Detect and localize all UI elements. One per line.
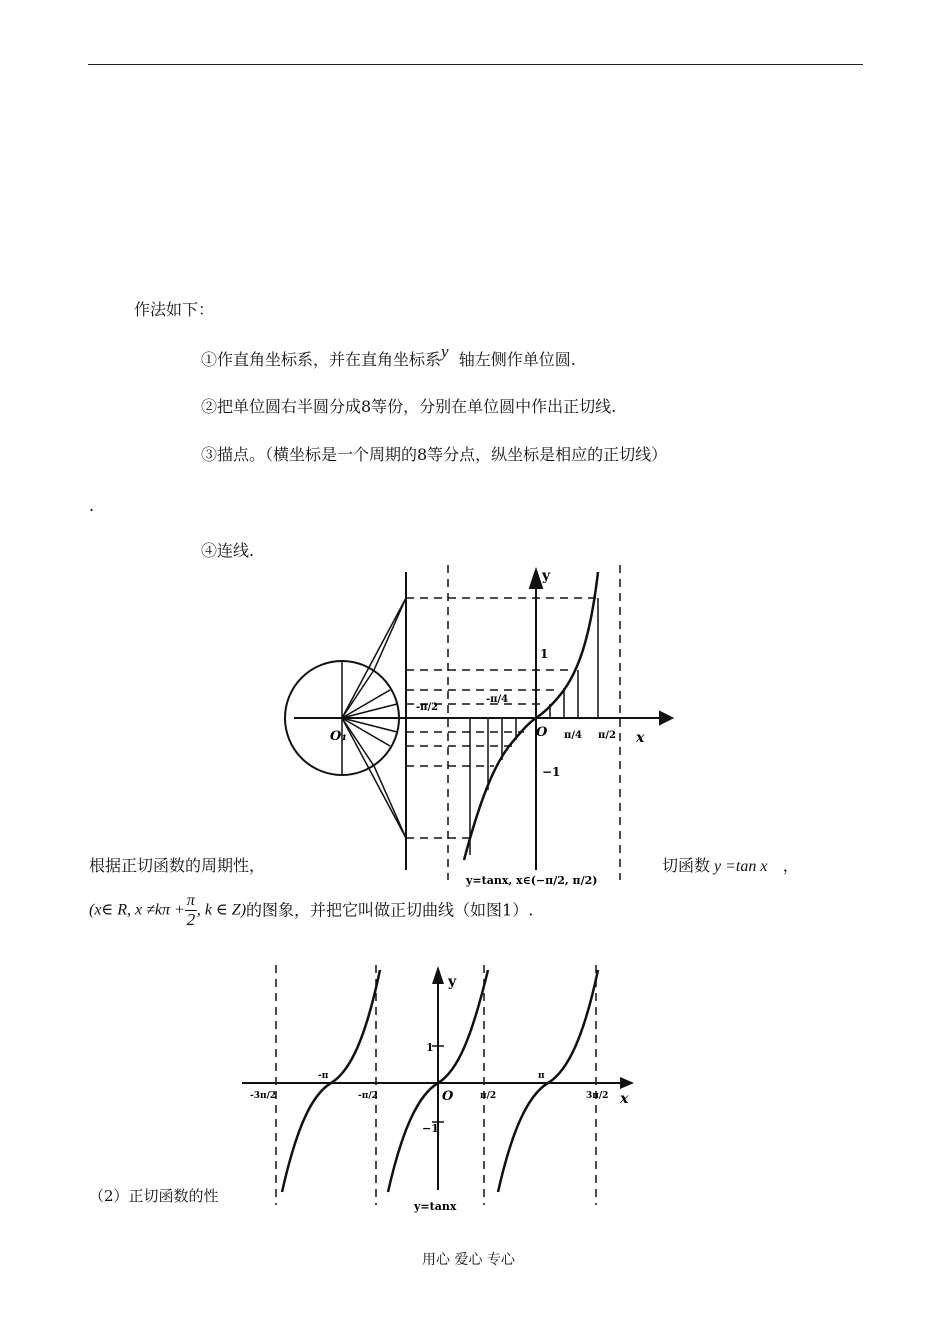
para-line1-math: y =tan x (714, 858, 768, 875)
fig2-x-label: x (620, 1091, 629, 1107)
fig2-tick-pi2: π/2 (480, 1091, 497, 1101)
fig2-tick-pi: π (538, 1071, 545, 1081)
step-2: ②把单位圆右半圆分成8等份，分别在单位圆中作出正切线. (201, 397, 617, 416)
section-2-label: （2）正切函数的性 (89, 1187, 219, 1205)
tan-branch-left (282, 970, 380, 1192)
fraction-numerator: π (186, 892, 195, 909)
fig1-tick-neg-pi4: -π/4 (486, 694, 509, 705)
fig1-caption: y=tanx, x∈(−π/2, π/2) (466, 874, 598, 887)
header-rule (88, 64, 863, 65)
para-line1-text: 切函数 (662, 856, 711, 875)
intro-text: 作法如下： (134, 300, 215, 319)
figure-2-tan-graph (236, 960, 636, 1215)
fig2-label-neg1: −1 (422, 1122, 439, 1135)
para-line1-left: 根据正切函数的周期性， (89, 856, 266, 875)
step-1-text-end: 轴左侧作单位圆. (458, 350, 576, 369)
step-4: ④连线. (201, 541, 255, 560)
fig1-label-neg1: −1 (542, 765, 561, 779)
fig2-label-1: 1 (426, 1041, 434, 1054)
fig2-tick-3pi2: 3π/2 (586, 1091, 609, 1101)
fig2-caption: y=tanx (414, 1200, 457, 1213)
step-3-continuation: . (89, 496, 95, 515)
fig1-x-label: x (636, 730, 645, 746)
fig2-tick-neg-pi: -π (318, 1071, 329, 1081)
para-line1-right (662, 856, 799, 877)
fig1-circle-center: O₁ (330, 729, 348, 744)
step-1-text: ①作直角坐标系，并在直角坐标系 (201, 350, 442, 369)
fig1-y-label: y (542, 568, 551, 584)
fig2-tick-neg-3pi2: -3π/2 (250, 1091, 277, 1101)
step-1-variable: y (441, 342, 449, 361)
fig2-tick-neg-pi2: -π/2 (358, 1091, 378, 1101)
tan-branch-right (498, 970, 598, 1192)
footer-text: 用心 爱心 专心 (422, 1252, 515, 1268)
fig1-tick-neg-pi2: -π/2 (416, 702, 439, 713)
fraction-denominator: 2 (186, 910, 196, 929)
para-line2 (89, 892, 533, 929)
para-line1-comma: ， (782, 856, 799, 875)
para-line2-fraction (185, 892, 197, 929)
para-line2-open: (x∈ R, x ≠kπ + (89, 901, 185, 919)
step-1 (201, 342, 576, 370)
fig2-y-label: y (448, 974, 457, 990)
step-3: ③描点。（横坐标是一个周期的8等分点，纵坐标是相应的正切线） (201, 445, 668, 464)
para-line2-close: , k ∈ Z) (196, 901, 247, 919)
fig2-origin: O (442, 1089, 454, 1104)
para-line2-text: 的图象，并把它叫做正切曲线（如图1）. (246, 900, 534, 920)
fig1-origin: O (536, 725, 548, 740)
figure-1-construction (280, 560, 700, 890)
fig1-tick-pi4: π/4 (564, 730, 582, 741)
fig1-label-1: 1 (540, 647, 549, 661)
fig1-tick-pi2: π/2 (598, 730, 616, 741)
